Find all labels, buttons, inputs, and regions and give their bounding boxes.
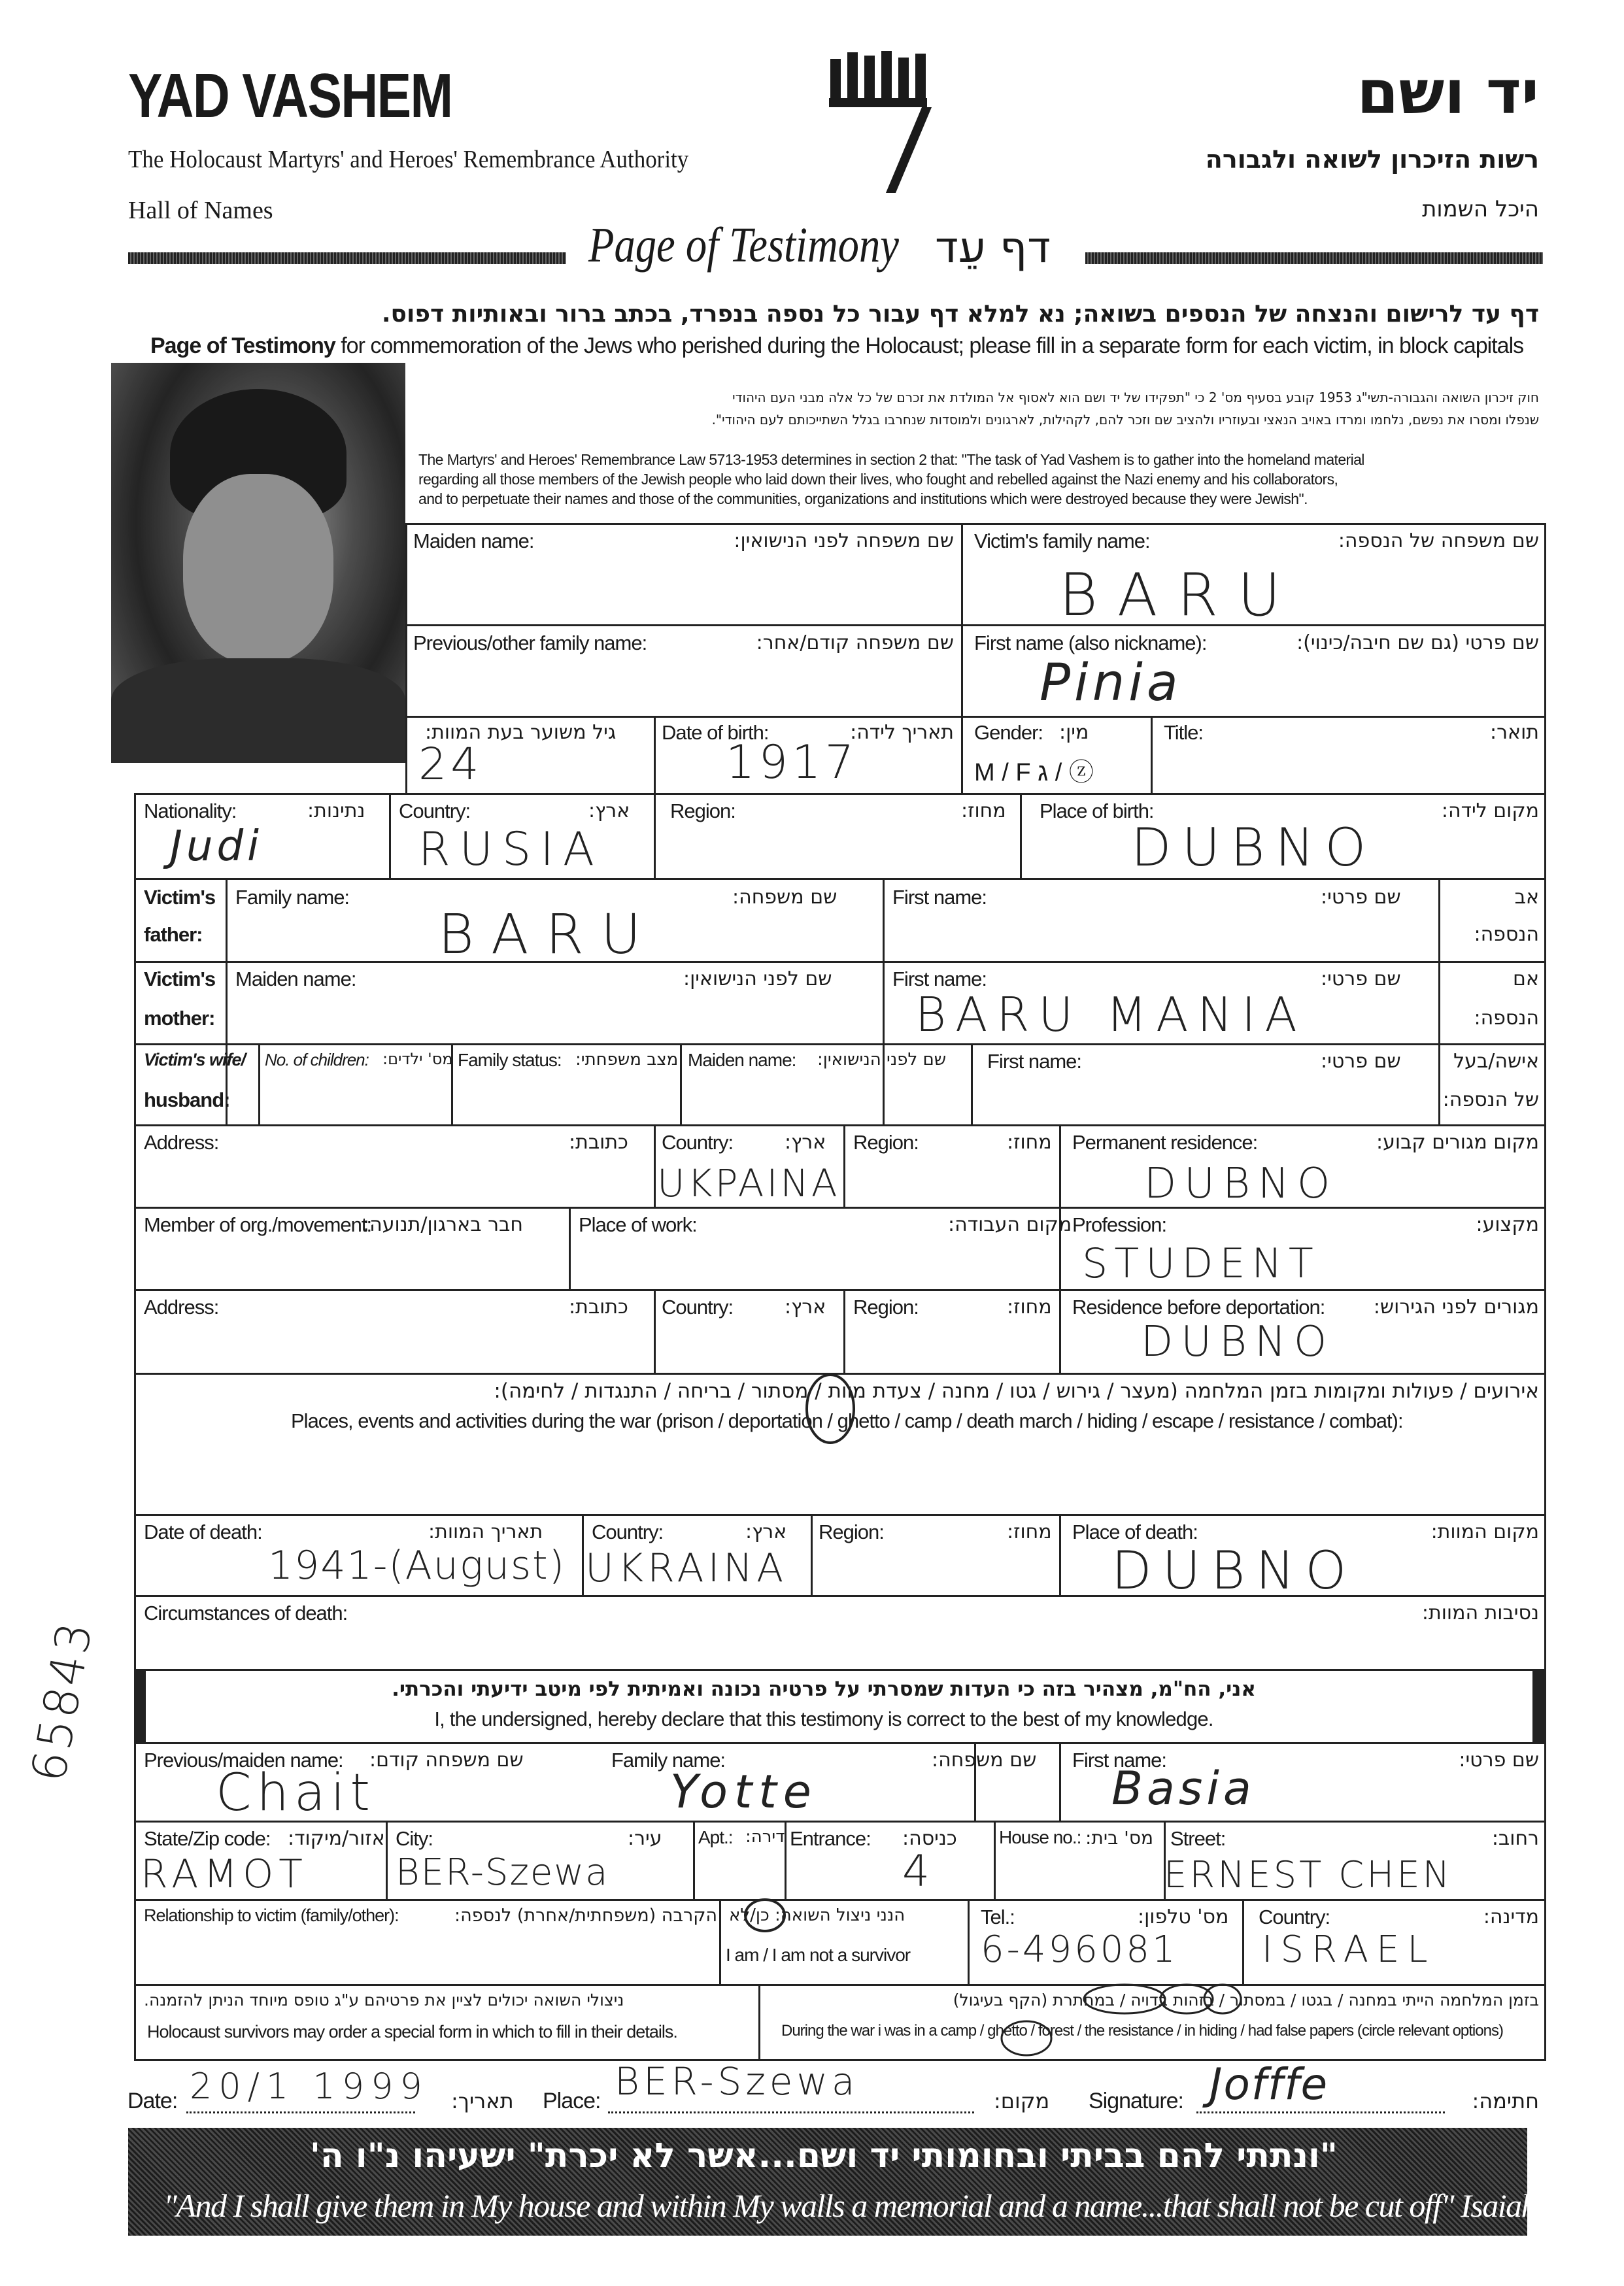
label-spouse-first-name-he: שם פרטי: — [1321, 1050, 1401, 1073]
entrance-value: 4 — [902, 1846, 934, 1896]
wartime-circle-marks — [974, 1981, 1432, 2059]
label-victim-family-name: Victim's family name: — [974, 529, 1150, 552]
label-title: Title: — [1164, 721, 1204, 744]
label-events-he: אירועים / פעולות ומקומות בזמן המלחמה (מעצר / גירוש / גטו / מחנה / צעדת מוות / מסתור / בריחה / התנגדות / לחימה): — [494, 1379, 1539, 1403]
label-spouse-first-name: First name: — [987, 1050, 1082, 1073]
law-en-line1: The Martyrs' and Heroes' Remembrance Law 5713-1953 determines in section 2 that: "The task of Yad Vashem is to gather into the homeland material — [418, 451, 1364, 468]
label-address-2-region-he: מחוז: — [1007, 1296, 1052, 1319]
label-mother-maiden-name: Maiden name: — [235, 967, 356, 990]
signature-underline — [1196, 2111, 1445, 2113]
label-mother-maiden-name-he: שם לפני הנישואין: — [683, 967, 832, 990]
label-place-of-death: Place of death: — [1072, 1521, 1198, 1543]
label-place-he: מקום: — [994, 2089, 1050, 2113]
label-previous-family-name: Previous/other family name: — [413, 631, 647, 654]
mother-first-name-value: BARU MANIA — [915, 987, 1306, 1042]
submitter-first-name-value: Basia — [1111, 1762, 1255, 1815]
label-country: Country: — [399, 799, 471, 822]
label-submitter-first-name-he: שם פרטי: — [1459, 1749, 1539, 1772]
label-father-family-name-he: שם משפחה: — [732, 886, 837, 909]
address-country-value: UKPAINA — [657, 1161, 840, 1205]
label-date-of-birth-he: תאריך לידה: — [850, 721, 954, 744]
label-profession-he: מקצוע: — [1476, 1213, 1539, 1236]
law-en-line3: and to perpetuate their names and those of the communities, organizations and institutions which were destroyed because they were Jewish". — [418, 490, 1308, 507]
label-nationality-he: נתינות: — [307, 799, 365, 822]
declaration-bar-left — [134, 1669, 146, 1742]
label-death-region: Region: — [819, 1521, 884, 1543]
label-prev-maiden-name-he: שם משפחה קודם: — [369, 1749, 524, 1772]
label-address-2-country: Country: — [662, 1296, 734, 1319]
submitter-country-value: ISRAEL — [1262, 1928, 1436, 1971]
label-events: Places, events and activities during the war (prison / deportation / ghetto / camp / death march / hiding / escape / resistance / combat): — [291, 1409, 1403, 1432]
label-wartime-he: בזמן המלחמה הייתי במחנה / בגטו / במסתור / בזהות בדויה / במחתרת (הקף בעיגול) — [953, 1991, 1539, 2009]
label-apt: Apt.: — [698, 1827, 733, 1847]
label-victims-mother-1: Victim's — [144, 967, 216, 990]
label-family-status-he: מצב משפחתי: — [575, 1050, 679, 1069]
label-residence-before-deportation: Residence before deportation: — [1072, 1296, 1325, 1319]
submitter-previous-name-value: Chait — [216, 1764, 375, 1823]
label-city: City: — [396, 1827, 433, 1850]
hall-of-names-en: Hall of Names — [128, 197, 273, 224]
label-submitter-country: Country: — [1259, 1906, 1330, 1928]
label-place-of-work: Place of work: — [579, 1213, 697, 1236]
date-value: 20/1 1999 — [190, 2066, 429, 2107]
label-country-he: ארץ: — [588, 799, 630, 822]
label-first-name: First name (also nickname): — [974, 631, 1207, 654]
gender-options: M / F ג / ⓩ — [974, 759, 1094, 786]
label-profession: Profession: — [1072, 1213, 1167, 1236]
page-title-en: Page of Testimony — [588, 218, 899, 273]
label-victims-wife-1: Victim's wife/ — [144, 1050, 245, 1069]
label-submitter-family-name: Family name: — [611, 1749, 726, 1772]
label-permanent-residence-he: מקום מגורים קבוע: — [1376, 1131, 1539, 1154]
label-victim-family-name-he: שם משפחה של הנספה: — [1338, 529, 1539, 552]
label-place-of-birth-he: מקום לידה: — [1441, 799, 1539, 822]
label-place-of-birth: Place of birth: — [1040, 799, 1154, 822]
label-address-he: כתובת: — [569, 1131, 628, 1154]
label-father-he-1: אב — [1514, 886, 1539, 909]
label-date-of-birth: Date of birth: — [662, 721, 769, 744]
subtitle-en: The Holocaust Martyrs' and Heroes' Remembrance Authority — [128, 146, 689, 173]
instructions-en-bold: Page of Testimony — [150, 333, 335, 358]
nationality-value: Judi — [170, 822, 263, 871]
permanent-residence-value: DUBNO — [1144, 1160, 1338, 1208]
label-circumstances: Circumstances of death: — [144, 1602, 348, 1624]
yad-vashem-logo-icon — [824, 46, 941, 196]
label-family-status: Family status: — [458, 1050, 562, 1070]
label-place: Place: — [543, 2089, 601, 2113]
label-mother-first-name: First name: — [892, 967, 987, 990]
label-address-2-he: כתובת: — [569, 1296, 628, 1319]
label-tel-he: מס' טלפון: — [1138, 1906, 1229, 1928]
label-maiden-name-he: שם משפחה לפני הנישואין: — [734, 529, 954, 552]
label-survivor-he: הנני ניצול השואה: כן/לא — [729, 1906, 905, 1925]
date-underline — [186, 2111, 415, 2113]
label-father-he-2: הנספה: — [1474, 923, 1539, 946]
subtitle-he: רשות הזיכרון לשואה ולגבורה — [1205, 145, 1539, 174]
label-wife-he-1: אישה/בעל — [1453, 1050, 1539, 1073]
label-house-no: House no.: — [999, 1827, 1081, 1847]
tel-value: 6-496081 — [981, 1928, 1178, 1971]
place-of-death-value: DUBNO — [1111, 1540, 1357, 1601]
label-mother-he-1: אם — [1513, 967, 1539, 990]
instructions-he: דף עד לרישום והנצחה של הנספים בשואה; נא למלא דף עבור כל נספה בנפרד, בכתב ברור ובאותיות דפוס. — [381, 301, 1539, 328]
residence-before-deportation-value: DUBNO — [1141, 1318, 1335, 1366]
label-spouse-maiden-name-he: שם לפני הנישואין: — [817, 1050, 947, 1069]
label-wife-he-2: של הנספה: — [1442, 1088, 1539, 1111]
label-city-he: עיר: — [628, 1827, 662, 1850]
label-no-of-children-he: מס' ילדים: — [382, 1050, 453, 1068]
label-date: Date: — [127, 2089, 178, 2113]
label-address-2-country-he: ארץ: — [785, 1296, 826, 1319]
label-prev-maiden-name: Previous/maiden name: — [144, 1749, 343, 1772]
label-survivor: I am / I am not a survivor — [726, 1945, 911, 1965]
instructions-en-text: for commemoration of the Jews who perished during the Holocaust; please fill in a separate form for each victim, in block capitals — [335, 333, 1524, 358]
label-first-name-he: שם פרטי (גם שם חיבה/כינוי): — [1296, 631, 1539, 654]
label-region-he: מחוז: — [961, 799, 1006, 822]
label-date-of-death-he: תאריך המוות: — [428, 1521, 543, 1543]
label-submitter-first-name: First name: — [1072, 1749, 1167, 1772]
state-value: RAMOT — [141, 1851, 308, 1897]
father-family-name-value: BARU — [438, 902, 658, 966]
label-signature-he: חתימה: — [1472, 2089, 1539, 2113]
label-address-2: Address: — [144, 1296, 219, 1319]
label-submitter-country-he: מדינה: — [1483, 1906, 1539, 1928]
label-entrance: Entrance: — [790, 1827, 871, 1850]
label-signature: Signature: — [1089, 2089, 1183, 2113]
label-victims-father-2: father: — [144, 923, 203, 946]
title-bar-right — [1085, 252, 1543, 264]
label-residence-before-deportation-he: מגורים לפני הגירוש: — [1373, 1296, 1539, 1319]
margin-number: 65843 — [20, 1616, 103, 1786]
label-previous-family-name-he: שם משפחה קודם/אחר: — [756, 631, 954, 654]
label-address-country-he: ארץ: — [785, 1131, 826, 1154]
declaration-en: I, the undersigned, hereby declare that this testimony is correct to the best of my knowledge. — [434, 1707, 1213, 1730]
label-survivor-form: Holocaust survivors may order a special form in which to fill in their details. — [147, 2022, 677, 2042]
title-bar-left — [128, 252, 566, 264]
law-en-line2: regarding all those members of the Jewish people who laid down their lives, who fought and rebelled against the Nazi enemy and his collaborators, — [418, 471, 1338, 488]
label-relationship: Relationship to victim (family/other): — [144, 1906, 399, 1925]
declaration-he: אני, הח"מ, מצהיר בזה כי העדות שמסרתי על פרטיה נכונה ואמיתית לפי מיטב ידיעתי והכרתי. — [392, 1677, 1256, 1701]
label-gender: Gender: — [974, 721, 1043, 744]
label-member-of-org: Member of org./movement: — [144, 1213, 372, 1236]
date-of-death-value: 1941-(August) — [268, 1543, 566, 1588]
label-apt-he: דירה: — [745, 1827, 785, 1847]
label-survivor-form-he: ניצולי השואה יכולים לציין את פרטיהם ע"ג טופס מיוחד הניתן להזמנה. — [144, 1991, 624, 2009]
label-father-first-name: First name: — [892, 886, 987, 909]
submitter-family-name-value: Yotte — [670, 1765, 818, 1819]
label-submitter-family-name-he: שם משפחה: — [932, 1749, 1037, 1772]
label-address-region-he: מחוז: — [1007, 1131, 1052, 1154]
street-value: ERNEST CHEN — [1164, 1854, 1453, 1896]
label-region: Region: — [670, 799, 736, 822]
label-address-region: Region: — [853, 1131, 919, 1154]
label-circumstances-he: נסיבות המוות: — [1421, 1602, 1539, 1624]
label-house-no-he: מס' בית: — [1085, 1827, 1154, 1849]
label-date-of-death: Date of death: — [144, 1521, 262, 1543]
country-value: RUSIA — [418, 822, 603, 876]
label-state-zip-he: אזור/מיקוד: — [288, 1827, 385, 1850]
instructions-en — [150, 333, 1523, 359]
label-state-zip: State/Zip code: — [144, 1827, 271, 1850]
death-country-value: UKRAINA — [585, 1545, 788, 1591]
signature-value: Jofffe — [1210, 2059, 1329, 2110]
org-name-en: YAD VASHEM — [128, 61, 452, 131]
label-wartime: During the war i was in a camp / ghetto / forest / the resistance / in hiding / had false papers (circle relevant options) — [781, 2022, 1503, 2040]
date-of-birth-value: 1917 — [726, 735, 858, 789]
label-date-he: תאריך: — [451, 2089, 514, 2113]
place-value: BER-Szewa — [615, 2059, 859, 2104]
label-relationship-he: הקרבה (משפחתית/אחרת) לנספה: — [454, 1906, 718, 1926]
hall-of-names-he: היכל השמות — [1422, 196, 1539, 222]
label-mother-first-name-he: שם פרטי: — [1321, 967, 1401, 990]
ghetto-circle-mark — [801, 1370, 860, 1448]
page-title-he: דף עֵד — [935, 222, 1051, 273]
label-father-first-name-he: שם פרטי: — [1321, 886, 1401, 909]
age-value: 24 — [418, 739, 483, 790]
label-death-country-he: ארץ: — [745, 1521, 787, 1543]
label-death-country: Country: — [592, 1521, 664, 1543]
label-father-family-name: Family name: — [235, 886, 350, 909]
label-age-he: גיל משוער בעת המוות: — [425, 721, 617, 744]
victim-photo — [111, 363, 405, 763]
label-maiden-name: Maiden name: — [413, 529, 534, 552]
label-tel: Tel.: — [981, 1906, 1015, 1928]
city-value: BER-Szewa — [396, 1851, 609, 1894]
footer-quote-he: "ונתתי להם בביתי ובחומותי יד ושם...אשר לא יכרת" ישעיהו נ"ו ה' — [310, 2136, 1338, 2176]
org-name-he: יד ושם — [1357, 58, 1539, 127]
label-mother-he-2: הנספה: — [1474, 1007, 1539, 1030]
label-gender-he: מין: — [1059, 721, 1089, 744]
label-spouse-maiden-name: Maiden name: — [688, 1050, 796, 1070]
survivor-circle-mark — [742, 1896, 788, 1935]
label-nationality: Nationality: — [144, 799, 237, 822]
label-address-country: Country: — [662, 1131, 734, 1154]
declaration-bar-right — [1532, 1669, 1544, 1742]
label-place-of-death-he: מקום המוות: — [1430, 1521, 1539, 1543]
label-address-2-region: Region: — [853, 1296, 919, 1319]
label-street-he: רחוב: — [1491, 1827, 1539, 1850]
label-entrance-he: כניסה: — [902, 1827, 957, 1850]
place-underline — [608, 2111, 974, 2113]
law-he-line1: חוק זיכרון השואה והגבורה-תשי"ג 1953 קובע בסעיף מס' 2 כי "תפקידו של יד ושם הוא לאסוף אל המולדת את זכרם של כל אלה מבני העם היהודי — [732, 390, 1539, 405]
label-place-of-work-he: מקום העבודה: — [948, 1213, 1072, 1236]
profession-value: STUDENT — [1082, 1239, 1320, 1287]
label-member-of-org-he: חבר בארגון/תנועה: — [363, 1213, 523, 1236]
label-permanent-residence: Permanent residence: — [1072, 1131, 1258, 1154]
label-title-he: תואר: — [1490, 721, 1539, 744]
label-victims-wife-2: husband: — [144, 1088, 230, 1111]
footer-quote-en: "And I shall give them in My house and within My walls a memorial and a name...that shall not be cut off" Isaiah 56:5 — [163, 2187, 1600, 2224]
label-street: Street: — [1170, 1827, 1226, 1850]
place-of-birth-value: DUBNO — [1131, 817, 1377, 878]
label-address: Address: — [144, 1131, 219, 1154]
label-death-region-he: מחוז: — [1007, 1521, 1052, 1543]
first-name-value: Pinia — [1040, 654, 1182, 713]
law-he-line2: שנפלו ומסרו את נפשם, נלחמו ומרדו באויב הנאצי ובעוזריו ולהציב שם וזכר להם, לקהילות, לארגונים ולמוסדות שנחרבו בגלל השתייכותם לעם היהודי". — [711, 412, 1539, 428]
victim-family-name-value: BARU — [1059, 561, 1300, 630]
label-victims-father-1: Victim's — [144, 886, 216, 909]
label-no-of-children: No. of children: — [265, 1050, 369, 1069]
label-victims-mother-2: mother: — [144, 1007, 215, 1030]
